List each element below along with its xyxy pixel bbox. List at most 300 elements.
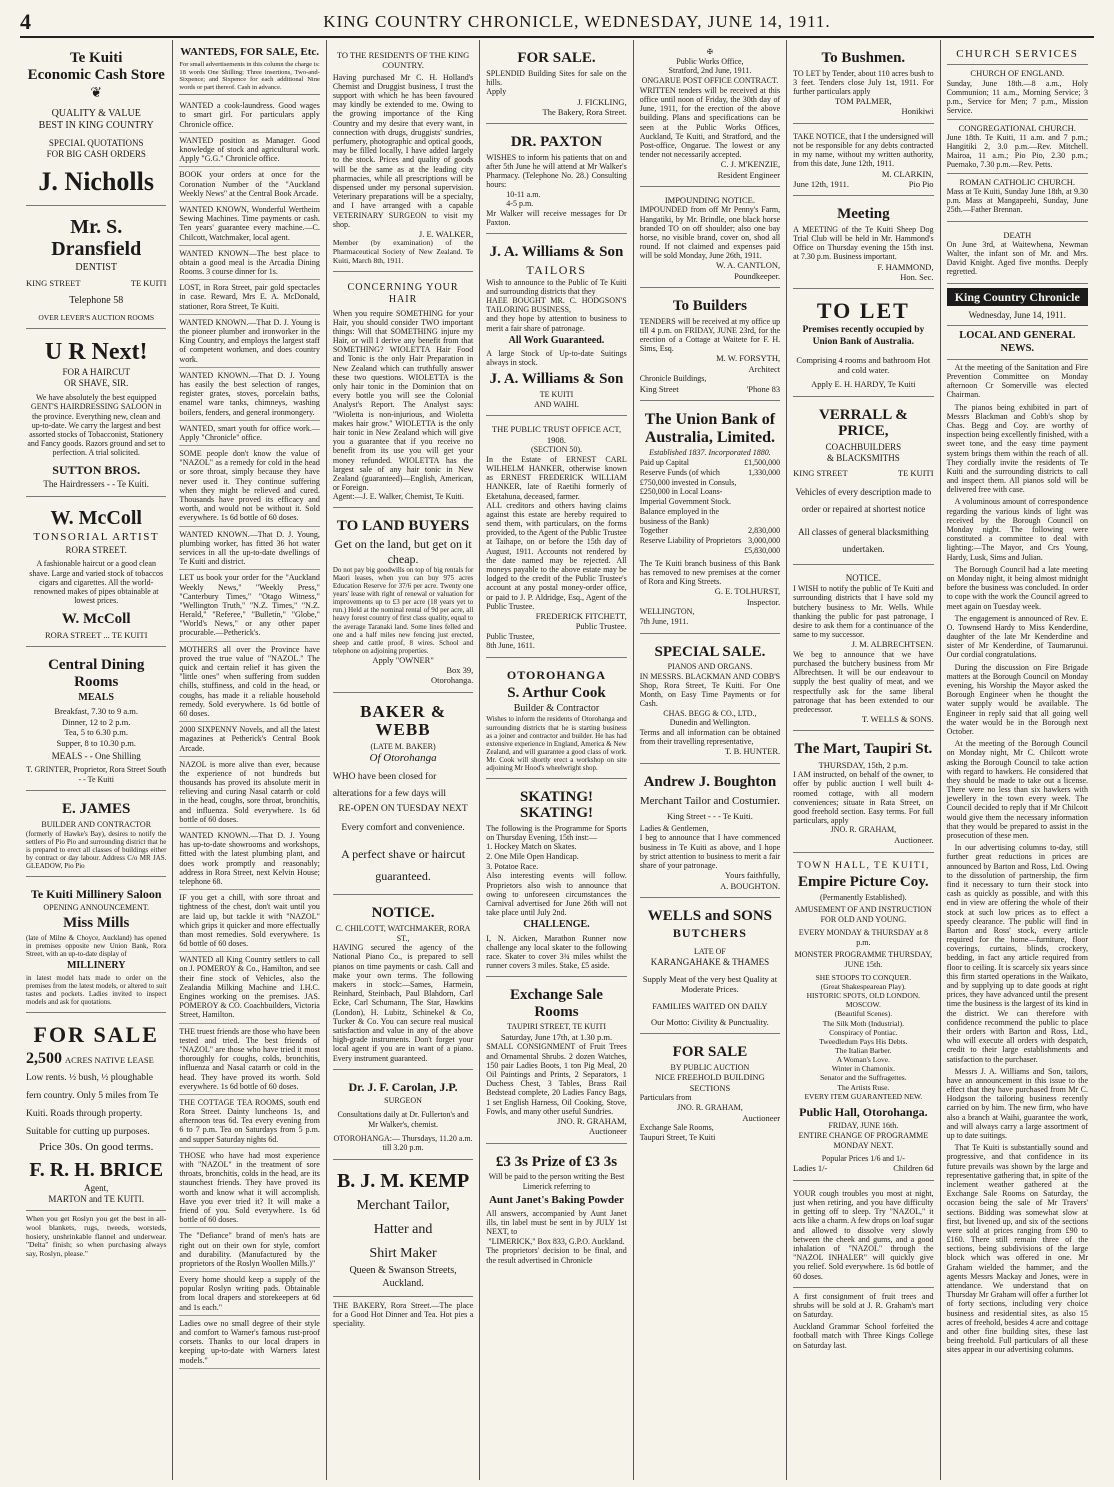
dining-meals: MEALS xyxy=(78,692,114,704)
public-hall-friday: FRIDAY, JUNE 16th. xyxy=(828,1121,899,1131)
news-paragraph: That Te Kuiti is substantially sound and progressive, and that confidence in its future prevails was shown by the large and representative gathering that, in spite of the inclement weather gathered at the Exchange Sale Rooms on Saturday, the occasion being the sale of Mr Travers' sections. Bidding was somewhat slow at first, but livened up, and six of the sections were sold at prices ranging from £90 to £160. There still remain three of the sections, being subdivisions of the large block which was offered in one. Mr Graham wielded the hammer, and the agents Messrs Mackay and Jones, were in attendance. We understand that on Thursday Mr Graham will offer a further lot of forty sections, including very choice business and residential sites, as also 15 acres of freehold, besides 4 acre and cottage and other fine building sites, these last being freehold. Full particulars of all these sites appear in our advertising columns. xyxy=(946,1143,1088,1355)
wells-families: FAMILIES WAITED ON DAILY xyxy=(652,1000,768,1011)
baker-body: WHO have been closed for alterations for a few days will xyxy=(332,772,447,800)
cook-sub: Builder & Contractor xyxy=(513,703,600,715)
dining-title: Central Dining Rooms xyxy=(48,657,145,690)
wanted-item: WANTED position as Manager. Good knowledge of stock and agricultural work. Apply "G.G." Chronicle office. xyxy=(179,133,319,168)
column-6 xyxy=(787,40,940,1480)
wanteds-note: For small advertisements in this column the charge is: 18 words One Shilling; Three insertions, Two-and-Sixpence; and Sixpence for each additional Nine words or part thereof. Cash in advance. xyxy=(179,61,320,91)
sutton-name: SUTTON BROS. xyxy=(52,462,141,477)
finance-row xyxy=(640,546,780,556)
ad-empire-pictures xyxy=(793,857,933,1181)
special-head: SPECIAL SALE. xyxy=(654,643,766,660)
wanted-item: WANTED KNOWN—The best place to obtain a good meal is the Arcadia Dining Rooms. 3 course dinner for 1s. xyxy=(179,246,319,281)
pwo-sig: C. J. M'KENZIE, xyxy=(720,159,781,170)
wanted-item: THE truest friends are those who have been tested and tried. The best friends of "NAZOL" are those who have tried it most thoroughly for coughs, colds, bronchitis, influenza and Nasal catarrh or cold in the head. They have proved its worth. Sold everywhere. 1s 6d bottle of 60 doses. xyxy=(179,1024,319,1095)
kemp-line1: Merchant Tailor, xyxy=(356,1198,450,1214)
exchange-head: Exchange Sale Rooms xyxy=(510,987,603,1020)
carolan-name: Dr. J. F. Carolan, J.P. xyxy=(348,1079,458,1094)
wells-karangahake: KARANGAHAKE & THAMES xyxy=(650,956,770,967)
acres-number: 2,500 xyxy=(26,1050,62,1068)
mart-sig2: Auctioneer. xyxy=(894,835,934,846)
baker-of: Of Otorohanga xyxy=(369,751,437,764)
williams-guaranteed: All Work Guaranteed. xyxy=(508,334,605,346)
carolan-body: Consultations daily at Dr. Fullerton's and Mr Walker's, chemist. xyxy=(337,1110,469,1129)
land-box: Box 39, xyxy=(446,665,474,676)
wanted-item: WANTED, smart youth for office work.—Apply "Chronicle" office. xyxy=(179,421,319,446)
meeting-body: A MEETING of the Te Kuiti Sheep Dog Trial Club will be held in Mr. Hammond's Office on Thursday evening the 15th inst. at 7.30 p.m. Business important. xyxy=(793,224,934,262)
impounding-sig: W. A. CANTLON, xyxy=(715,260,781,271)
finance-row xyxy=(640,526,780,536)
catholic-head: ROMAN CATHOLIC CHURCH. xyxy=(959,176,1076,187)
meeting-sig: F. HAMMOND, xyxy=(877,261,934,272)
prize-body: Will be paid to the person writing the Best Limerick referring to xyxy=(488,1172,625,1191)
land-sub: Get on the land, but get on it cheap. xyxy=(334,536,472,566)
ad-meeting xyxy=(793,200,933,289)
finance-label: Reserve Liability of Proprietors xyxy=(639,536,742,546)
walker-sig: J. E. WALKER, xyxy=(418,228,474,239)
acres-text: ACRES NATIVE LEASE xyxy=(65,1055,154,1066)
williams2-head: J. A. Williams & Son xyxy=(489,371,624,388)
dentist-location: OVER LEVER'S AUCTION ROOMS xyxy=(38,312,155,322)
kemp-line2: Hatter and xyxy=(373,1221,433,1237)
special-co: CHAS. BEGG & CO., LTD., xyxy=(663,708,757,718)
notice2-sig2: T. WELLS & SONS. xyxy=(861,714,934,725)
ad-impounding xyxy=(640,191,780,288)
empire-amusement: AMUSEMENT OF AND INSTRUCTION FOR OLD AND YOUNG. xyxy=(794,905,932,925)
unext-sub: FOR A HAIRCUT OR SHAVE, SIR. xyxy=(62,367,130,389)
builders-phone: 'Phone 83 xyxy=(746,383,781,394)
williams2-sub: TE KUITI AND WAIHI. xyxy=(534,389,579,409)
wanted-item: LOST, in Rora Street, pair gold spectacles in case. Reward, Mrs E. A. McDonald, stationer, Rora Street, Te Kuiti. xyxy=(179,280,319,315)
ad-williams-tailors xyxy=(486,238,626,416)
paxton-head: DR. PAXTON xyxy=(510,134,603,151)
lease-body: Low rents. ½ bush, ½ ploughable fern country. Only 5 miles from Te Kuiti. Roads through property. Suitable for cutting up purposes. xyxy=(26,1072,159,1138)
wanted-item: NAZOL is more alive than ever, because the experience of not hundreds but thousands has proved its absolute merit in relieving and curing Nasal catarrh or cold in the head, coughs, sore throat, bronchitis, and influenza. Sold everywhere. 1s 6d bottle of 60 doses. xyxy=(179,757,319,828)
dining-price: MEALS - - One Shilling xyxy=(51,750,141,761)
ad-boughton xyxy=(640,768,780,898)
store-name: Te Kuiti Economic Cash Store xyxy=(27,50,165,83)
column-5 xyxy=(634,40,787,1480)
hair-body: When you require SOMETHING for your Hair, you should consider TWO important things: Will that SOMETHING injure my Hair, or will I derive any benefit from that SOMETHING? WIOLETTA Hair Food and Tonic is the only Hair Preparation in New Zealand which can truthfully answer these two questions. WIOLETTA is the only hair tonic in the Dominion that on every bottle you will see the Colonial Analyst's Report. The Analyst says: "Wioletta is non-injurious, and Wioletta makes hair grow." WIOLETTA is the only hair tonic in New Zealand which will give you a guarantee that if you receive no benefit from its use you will get your money refunded. WIOLETTA has the largest sale of any hair tonic in New Zealand (guaranteed)—English, American, or Foreign. xyxy=(332,308,474,493)
tolet-body2: Comprising 4 rooms and bathroom Hot and cold water. xyxy=(796,354,931,375)
wanted-item: Every home should keep a supply of the popular Roslyn writing pads. Obtainable from local drapers and storekeepers at 6d and 1s each." xyxy=(179,1272,319,1316)
bushmen-sig: TOM PALMER, xyxy=(835,96,892,107)
notice-head: NOTICE. xyxy=(371,905,435,922)
wanted-item: 2000 SIXPENNY Novels, and all the latest magazines at Petherick's Central Book Arcade. xyxy=(179,722,319,757)
england-head: CHURCH OF ENGLAND. xyxy=(970,68,1065,79)
exchange-body: SMALL CONSIGNMENT of Fruit Trees and Ornamental Shrubs. 2 dozen Watches, 150 pair Ladies Boots, 1 ton Pig Meal, 20 Oil Paintings and Prints, 2 Separators, 1 Duchess Chest, 3 Tables, Brass Rail Bedstead complete, 20 Ladies Fancy Bags, 1 set English Harness, Oil Cooking, Stove, Fowls, and many other useful Sundries. xyxy=(486,1042,627,1116)
baker-reopen: RE-OPEN ON TUESDAY NEXT xyxy=(338,803,468,814)
wanted-item: MOTHERS all over the Province have proved the true value of "NAZOL." The quick and certain relief it has given the "little ones" when suffering from sudden chills, stuffiness, and cold in the head, or coughs, has made it a reliable household remedy. Sold everywhere. 1s 6d bottle of 60 doses. xyxy=(179,642,319,723)
public-hall-ladies: Ladies 1/- xyxy=(793,1163,828,1174)
wanteds-list xyxy=(179,98,319,1369)
forsale-sig2: The Bakery, Rora Street. xyxy=(542,106,627,117)
boughton-sig: Yours faithfully, xyxy=(724,870,781,881)
local-news-head: LOCAL AND GENERAL NEWS. xyxy=(959,330,1076,355)
nicholls-name: J. Nicholls xyxy=(38,167,154,197)
news-paragraph: In our advertising columns to-day, still further great reductions in prices are announced by Barton and Ross, Ltd. Owing to the dissolution of partnership, the firm find it necessary to turn their stock into cash as quickly as possible, and with this end in view are offering the whole of their stock at such low prices as to effect a speedy clearance. The public will find in Barton and Ross' stock, every article required for the home—furniture, floor coverings, curtains, blinds, crockery, bedding, in fact any article required from floor to ceiling. It is scarcely six years since this firm started operations in the Waikato, and by supplying up to date goods at right prices, they have advanced until the present time the business is the largest of its kind in the district. We can therefore with confidence recommend the public to place their orders with Barton and Ross, Ltd., who will execute all orders with despatch, credit to their large establishments and satisfaction to the purchaser. xyxy=(946,843,1088,1064)
boughton-name: Andrew J. Boughton xyxy=(643,773,777,790)
mart-date: THURSDAY, 15th, 2 p.m. xyxy=(818,759,909,770)
prize-body2: All answers, accompanied by Aunt Janet ills, tin label must be sent in by JULY 1st NEXT, to xyxy=(486,1209,627,1237)
millinery-head: Te Kuiti Millinery Saloon xyxy=(30,886,162,901)
ad-carolan xyxy=(333,1074,473,1160)
brice-town: MARTON and TE KUITI. xyxy=(48,1193,145,1204)
tolet-apply: Apply E. H. HARDY, Te Kuiti xyxy=(811,379,916,390)
wanted-item: WANTED all King Country settlers to call on J. POMEROY & Co., Hamilton, and see their fine stock of Vehicles, also the Zealandia Milking Machine and I.H.C. Engines working on the premises. JAS. POMEROY & CO. Coachbuilders, Victoria Street, Hamilton. xyxy=(179,952,319,1023)
crest-icon: ✠ xyxy=(706,48,713,56)
land-town: Otorohanga. xyxy=(431,675,474,686)
ad-kemp xyxy=(333,1164,473,1297)
mccoll-name: W. McColl xyxy=(50,507,142,530)
ad-arthur-cook xyxy=(486,662,626,779)
wanted-item: WANTED KNOWN.—That D. J. Young has up-to-date showrooms and workshops, fitted with the latest plumbing plant, and does work promptly and reasonably; address in Rora Street, next Kelvin House; telephone 68. xyxy=(179,828,319,890)
ad-clarkin-notice xyxy=(793,128,933,196)
james-sub: BUILDER AND CONTRACTOR xyxy=(41,819,152,829)
bushmen-body: TO LET by Tender, about 110 acres bush to 3 feet. Tenders close July 1st, 1911. For further particulars apply xyxy=(793,68,934,96)
carolan-title: SURGEON xyxy=(384,1096,422,1106)
williams-tailors: TAILORS xyxy=(526,262,587,277)
williams-stock: A large Stock of Up-to-date Suitings always in stock. xyxy=(486,348,627,368)
pwo-body: WRITTEN tenders will be received at this office until noon of Friday, the 30th day of June, 1911, for the erection of the above building. Plans and specifications can be seen at the Public Works Offices, Auckland, Te Kuiti, and Stratford, and the Post-office, Ongarue. The lowest or any tender not necessarily accepted. xyxy=(639,85,781,160)
paxton-body: WISHES to inform his patients that on and after 5th June he will attend at Mr Walker's Pharmacy. (Telephone No. 28.) Consulting hours: xyxy=(486,152,627,190)
ad-e-james xyxy=(26,795,166,876)
baker-head: BAKER & WEBB xyxy=(360,701,446,740)
page-columns xyxy=(20,40,1094,1480)
trust-section: (SECTION 50). xyxy=(530,445,583,454)
death-head: DEATH xyxy=(1003,229,1032,240)
brice-name: F. R. H. BRICE xyxy=(29,1158,164,1181)
union-sig: G. E. TOLHURST, xyxy=(714,586,781,597)
england-body: Sunday, June 18th.—8 a.m., Holy Communion; 11 a.m., Morning Service; 3 p.m., Service for Men; 7 p.m., Mission Service. xyxy=(946,78,1088,116)
trust-sig: FREDERICK FITCHETT, xyxy=(535,610,627,621)
exchange-sig2: Auctioneer xyxy=(588,1126,627,1137)
freehold-auction: BY PUBLIC AUCTION xyxy=(670,1062,750,1072)
exchange-date: Saturday, June 17th, at 1.30 p.m. xyxy=(500,1032,613,1043)
store-special: SPECIAL QUOTATIONS FOR BIG CASH ORDERS xyxy=(46,138,146,160)
freehold-forsale: FOR SALE xyxy=(672,1044,748,1061)
empire-programme: SHE STOOPS TO CONQUER. (Great Shakespearean Play). HISTORIC SPOTS, OLD LONDON. MOSCOW. (Beautiful Scenes). The Silk Moth (Industrial). Conspiracy of Pontiac. Tweedledum Pays His Debts. The Italian Barber. A Woman's Love. Winter in Chamonix. Senator and the Suffragettes. The Artists Ruse. xyxy=(806,972,921,1092)
wanted-item: Ladies owe no small degree of their style and comfort to Warner's famous rust-proof corsets. Thanks to our local drapers in keeping up-to-date with Warners latest models." xyxy=(179,1316,319,1369)
mccoll2-sub: RORA STREET ... TE KUITI xyxy=(45,629,148,640)
public-hall: Public Hall, Otorohanga. xyxy=(799,1104,928,1119)
clarkin-sig: M. CLARKIN, xyxy=(881,168,934,179)
millinery-opening: OPENING ANNOUNCEMENT. xyxy=(43,903,150,913)
mills-body: (late of Milne & Choyce, Auckland) has opened in premises opposite new Union Bank, Rora Street, with an up-to-date display of xyxy=(26,933,167,958)
mart-head: The Mart, Taupiri St. xyxy=(794,741,933,758)
wanted-item: The "Defiance" brand of men's hats are right out on their own for style, comfort and durability. (Manufactured by the proprietors of the Roslyn Woollen Mills.)" xyxy=(179,1228,319,1272)
hair-head: CONCERNING YOUR HAIR xyxy=(347,282,459,306)
ad-public-trust xyxy=(486,420,626,658)
finance-label xyxy=(640,546,744,556)
builders-head: To Builders xyxy=(672,298,747,315)
land-head: TO LAND BUYERS xyxy=(336,518,470,535)
union-body: The Te Kuiti branch business of this Bank has removed to new premises at the corner of Rora and King Streets. xyxy=(639,558,781,587)
ad-sutton-bros xyxy=(26,333,166,497)
kemp-address: Queen & Swanson Streets, Auckland. xyxy=(349,1265,457,1289)
news-paragraph: The engagement is announced of Rev. E. O. Townsend Hardy to Miss Kenderdine, daughter of the late Mr Kenderdine and sister of Mr Kenderdine, of Taumarunui. Our cordial congratulations. xyxy=(946,613,1088,660)
finance-row xyxy=(640,536,780,546)
for-sale-heading: FOR SALE xyxy=(33,1022,159,1048)
bushmen-head: To Bushmen. xyxy=(821,50,906,66)
kemp-name: B. J. M. KEMP xyxy=(336,1170,470,1193)
wanted-item: WANTED KNOWN.—That D. J. Young has easily the best selection of ranges, register grates, stoves, porcelain baths, enamel ware tanks, chimneys, washing boilers, fenders, and general ironmongery. xyxy=(179,368,319,421)
finance-row xyxy=(640,468,780,527)
dentist-street: KING STREET xyxy=(26,278,81,289)
residents-body: Having purchased Mr C. H. Holland's Chemist and Druggist business, I trust the support with which he has been favoured may kindly be extended to me. Owing to the growing importance of the King Country and my desire that every want, in connection with drugs, druggists' sundries, perfumery, photographic and optical goods, may be filled locally, I have added largely to the stock. Prices and quality of goods will be the same as at the leading city pharmacies, while all prescriptions will be dispensed under my personal supervision. Veterinary preparations will be a specialty, and I have arranged with a capable VETERINARY SURGEON to visit my shop. xyxy=(332,72,474,229)
catholic-body: Mass at Te Kuiti, Sunday June 18th, at 9.30 p.m. Mass at Mangapeehi, Sunday, June 25th.—Father Brennan. xyxy=(946,186,1088,215)
store-quality: QUALITY & VALUE BEST IN KING COUNTRY xyxy=(38,108,154,132)
ad-for-sale-lease xyxy=(26,1017,166,1211)
roslyn-note: When you get Roslyn you get the best in all-wool blankets, rugs, tweeds, worsteds, hosiery, unshrinkable flannel and underwear. "Delta" finish; so when purchasing always say, Roslyn, please." xyxy=(26,1214,167,1258)
death-body: On June 3rd, at Waitewhena, Newman Walter, the infant son of Mr. and Mrs. David Knight. Aged five months. Deeply regretted. xyxy=(946,239,1088,277)
wanteds-heading: WANTEDS, FOR SALE, Etc. xyxy=(180,46,319,58)
skating-list: 1. Hockey Match on Skates. 2. One Mile Open Handicap. 3. Potatoe Race. xyxy=(486,842,579,871)
notice2-body: I WISH to notify the public of Te Kuiti and surrounding districts that I have sold my butchery business to Mr. Wells. While thanking the public for past patronage, I desire to ask them for a continuance of the same to my successor. xyxy=(793,584,934,640)
wanted-item: LET us book your order for the "Auckland Weekly News," "Weekly Press," "Canterbury Times," "Otago Witness," "Wellington Truth," "N.Z. Times," "N.Z. Herald," "Referee," "Bulletin," "Globe," "World's News," or any other paper procurable.—Petherick's. xyxy=(179,570,319,641)
bakery-note: THE BAKERY, Rora Street.—The place for a Good Hot Dinner and Tea. Hot pies a speciality. xyxy=(332,1300,474,1329)
special-co2: Dunedin and Wellington. xyxy=(669,718,751,728)
ad-paxton xyxy=(486,128,626,234)
mart-body: I AM instructed, on behalf of the owner, to offer by public auction I well built 4-roomed cottage, with all modern conveniences; situate in Rata Street, on good freehold section. Easy terms. For full particulars, apply xyxy=(793,770,934,826)
forsale-apply: Apply xyxy=(486,86,507,96)
impounding-head: IMPOUNDING NOTICE. xyxy=(664,195,756,205)
news-list xyxy=(947,363,1088,1355)
grammar-note: Auckland Grammar School forfeited the football match with Three Kings College on Saturday last. xyxy=(793,1322,934,1350)
ornament-icon: ❦ xyxy=(90,86,103,101)
chronicle-banner: King Country Chronicle xyxy=(947,288,1088,307)
verrall-street: KING STREET xyxy=(793,467,848,478)
congregational-head: CONGREGATIONAL CHURCH. xyxy=(958,122,1076,133)
builders-addr: Chronicle Buildings, xyxy=(639,374,707,384)
boughton-sig2: A. BOUGHTON. xyxy=(720,880,781,891)
dentist-telephone: Telephone 58 xyxy=(69,294,124,306)
oto-head: OTOROHANGA xyxy=(506,668,607,683)
miss-mills-name: Miss Mills xyxy=(63,915,130,932)
notice-body: HAVING secured the agency of the National Piano Co., is prepared to sell pianos on time payments or cash. Call and make your own terms. The following makers in stock:—Sames, Harmein, Reinhard, Steinbach, Paul Blahdorn, Carl Ecke, Carl Schumann, The Star, Hawkins (London), H. Lubitz, Schinekel & Co, Tucker & Co. You can secure real musical satisfaction and value in any of the above high-grade instruments. Don't forget your local agent if you are in want of a piano. Every instrument guaranteed. xyxy=(332,943,474,1063)
verrall-body2: All classes of general blacksmithing undertaken. xyxy=(798,527,929,555)
exchange-sig: JNO. R. GRAHAM, xyxy=(557,1115,627,1126)
pwo-sig2: Resident Engineer xyxy=(717,169,781,180)
finance-amount: 1,330,000 xyxy=(748,467,781,477)
column-4 xyxy=(480,40,633,1480)
freehold-auctioneer: Auctioneer xyxy=(742,1112,781,1123)
ad-dentist xyxy=(26,210,166,329)
empire-every-item: EVERY ITEM GUARANTEED NEW. xyxy=(804,1091,923,1101)
dentist-title: DENTIST xyxy=(75,261,118,273)
verrall-town: TE KUITI xyxy=(897,467,934,478)
ad-the-mart xyxy=(793,735,933,852)
news-paragraph: At the meeting of the Borough Council on Monday night, Mr C. Chilcott wrote asking the Borough Council to take action with regard to hawkers. He considered that they should be made to take out a license. There were no less than six hawkers with jewellery in the town every week. The Council decided to reply that if Mr Chilcott would give them the necessary information that they would be prepared to assist in the prosecution of these men. xyxy=(946,739,1088,841)
public-hall-entire: ENTIRE CHANGE OF PROGRAMME MONDAY NEXT. xyxy=(798,1131,929,1150)
ad-public-works xyxy=(640,44,780,187)
unext-body: We have absolutely the best equipped GENT'S HAIRDRESSING SALOON in the province. Everything new, clean and up-to-date. We carry the largest and best assorted stocks of Tobacconist, Stationery and Fancy goods. Razors ground and set to perfection. A trial solicited. xyxy=(27,393,166,458)
empire-name: Empire Picture Coy. xyxy=(798,874,929,891)
ad-butchery-notice xyxy=(793,569,933,731)
trust-date: Public Trustee, 8th June, 1611. xyxy=(486,631,535,651)
ad-verrall-price xyxy=(793,401,933,566)
hair-agent: Agent:—J. E. Walker, Chemist, Te Kuiti. xyxy=(332,492,464,502)
ad-wells-sons xyxy=(640,902,780,1034)
paxton-note: Mr Walker will receive messages for Dr Paxton. xyxy=(486,209,627,228)
impounding-body: IMPOUNDED from off Mr Penny's Farm, Hangatiki, by Mr. Brindle, one black horse branded TO on off shoulder; also one bay horse, no visible brand, cover on, shod all round. If not claimed and expenses paid will be sold Monday, June 26th, 1911. xyxy=(639,205,781,261)
union-place: WELLINGTON, 7th June, 1911. xyxy=(639,607,695,626)
column-3 xyxy=(327,40,480,1480)
freehold-sections: NICE FREEHOLD BUILDING SECTIONS xyxy=(655,1072,765,1093)
verrall-name: VERRALL & PRICE, xyxy=(818,406,908,440)
dining-proprietor: T. GRINTER, Proprietor, Rora Street South - - Te Kuiti xyxy=(26,764,167,784)
ad-walker-chemist xyxy=(333,44,473,272)
mccoll-tonsorial: TONSORIAL ARTIST xyxy=(33,531,160,544)
unext-heading: U R Next! xyxy=(44,338,148,365)
mart-sig: JNO. R. GRAHAM, xyxy=(830,825,897,835)
impounding-sig2: Poundkeeper. xyxy=(734,270,781,281)
ad-land-buyers xyxy=(333,512,473,692)
masthead-title: KING COUNTRY CHRONICLE, WEDNESDAY, JUNE 14, 1911. xyxy=(323,12,831,31)
pwo-head: Public Works Office, Stratford, 2nd June, 1911. ONGARUE POST OFFICE CONTRACT. xyxy=(641,56,779,86)
forsale-body: SPLENDID Building Sites for sale on the hills. xyxy=(486,68,627,87)
notice2-head: NOTICE. xyxy=(845,573,881,584)
williams-body2: and they hope by attention to business to merit a fair share of patronage. xyxy=(486,314,627,333)
wanted-item: THOSE who have had most experience with "NAZOL" in the treatment of sore throats, bronchitis, colds in the head, are its staunchest friends. They have proved its worth and know what it will accomplish. Have you ever tried it? It will make a friend of you. Sold everywhere. 1s 6d bottle of 60 doses. xyxy=(179,1148,319,1229)
notice2-sig: J. M. ALBRECHTSEN. xyxy=(851,639,934,650)
challenge-head: CHALLENGE. xyxy=(523,919,590,931)
freehold-particulars: Particulars from xyxy=(639,1093,692,1103)
news-paragraph: The Borough Council had a late meeting on Monday night, it being almost midnight before the business was concluded. In order to cope with the work the Council agreed to meet again on Tuesday week. xyxy=(946,564,1088,611)
forsale-head: FOR SALE. xyxy=(517,50,596,66)
notice-sub: C. CHILCOTT, WATCHMAKER, RORA ST., xyxy=(335,923,471,943)
builders-street: King Street xyxy=(639,383,679,394)
empire-every: EVERY MONDAY & THURSDAY at 8 p.m. xyxy=(798,927,928,947)
ad-special-sale xyxy=(640,638,780,764)
cook-name: S. Arthur Cook xyxy=(507,684,606,701)
dining-times: Breakfast, 7.30 to 9 a.m. Dinner, 12 to 2 p.m. Tea, 5 to 6.30 p.m. Supper, 8 to 10.30 p.m. xyxy=(54,706,138,748)
bushmen-sig2: Honikiwi xyxy=(901,106,934,117)
page-number: 4 xyxy=(20,9,31,34)
ad-to-builders xyxy=(640,292,780,401)
mccoll-body: A fashionable haircut or a good clean shave. Large and varied stock of tobaccos cigars and cigarettes. All the world-renowned makes of pipes obtainable at lowest prices. xyxy=(29,559,164,606)
mills-body2: in latest model hats made to order on the premises from the latest models, or altered to suit tastes and pockets. Ladies invited to inspect models and ask for quotations. xyxy=(26,974,167,1007)
james-body: (formerly of Hawke's Bay), desires to notify the settlers of Pio Pio and surrounding district that he is prepared to erect all classes of buildings either by contract or day labour. Address C/o MR JAS. GLEADOW, Pio Pio xyxy=(26,829,167,870)
lease-price: Price 30s. On good terms. xyxy=(39,1141,154,1154)
cook-body: Wishes to inform the residents of Otorohanga and surrounding districts that he is starting business as a joiner and contractor and builder. He has had extensive experience in England, America & New Zealand, and will guarantee a good class of work. Mr. Cook will shortly erect a workshop on site adjoining Mr Hood's wheelwright shop. xyxy=(486,715,627,772)
news-paragraph: At the meeting of the Sanitation and Fire Prevention Committee on Monday afternoon Cr Somerville was elected Chairman. xyxy=(946,362,1088,400)
skating-body2: Also interesting events will follow. Proprietors also wish to announce that owing to unforeseen circumstances the Carnival advertised for June 26th will not take place until July 2nd. xyxy=(486,871,627,918)
ad-union-bank xyxy=(640,405,780,633)
brice-agent: Agent, xyxy=(84,1182,109,1193)
union-est: Established 1837. Incorporated 1880. xyxy=(649,448,771,458)
prize-box: "LIMERICK," Box 833, G.P.O. Auckland. xyxy=(488,1236,625,1246)
forsale-sig: J. FICKLING, xyxy=(577,96,627,107)
prize-head: £3 3s Prize of £3 3s xyxy=(495,1153,618,1170)
finance-row xyxy=(640,458,780,468)
public-hall-children: Children 6d xyxy=(893,1163,934,1174)
prize-name: Aunt Janet's Baking Powder xyxy=(489,1193,624,1206)
ad-baker-webb xyxy=(333,697,473,895)
union-sig2: Inspector. xyxy=(746,596,781,607)
paxton-hours: 10-11 a.m. 4-5 p.m. xyxy=(506,189,541,209)
wanted-item: IF you get a chill, with sore throat and tightness of the chest, don't wait until you are laid up, but tackle it with "NAZOL" which grips it quicker and more effectually than most remedies. Sold everywhere. 1s 6d bottle of 60 doses. xyxy=(179,890,319,952)
public-hall-prices: Popular Prices 1/6 and 1/- xyxy=(821,1153,905,1163)
boughton-street: King Street - - - Te Kuiti. xyxy=(666,810,753,821)
shrubs-note: A first consignment of fruit trees and shrubs will be sold at J. R. Graham's mart on Saturday. xyxy=(793,1291,934,1320)
ad-limerick-prize xyxy=(486,1148,626,1271)
wells-late: LATE OF xyxy=(694,947,726,957)
ad-miss-mills xyxy=(26,881,166,1013)
builders-sig: M. W. FORSYTH, xyxy=(716,353,781,364)
builders-sig2: Architect xyxy=(748,363,781,374)
wanted-item: WANTED a cook-laundress. Good wages to smart girl. For particulars apply Chronicle office. xyxy=(179,98,319,133)
news-paragraph: During the discussion on Fire Brigade matters at the Borough Council on Monday evening, his Worship the Mayor asked the Borough Engineer when he thought the water supply would be available. The Engineer in reply said that all going well the water would be in the Borough next October. xyxy=(946,662,1088,736)
column-7 xyxy=(941,40,1094,1480)
clarkin-date: June 12th, 1911. xyxy=(793,178,850,189)
skating-body: The following is the Programme for Sports on Thursday Evening, 15th inst:— xyxy=(486,823,627,842)
residents-head: TO THE RESIDENTS OF THE KING COUNTRY. xyxy=(336,50,470,71)
finance-amount: 2,830,000 xyxy=(748,526,781,536)
finance-label: Paid up Capital xyxy=(639,458,690,468)
finance-amount: 3,000,000 xyxy=(748,536,781,546)
column-2 xyxy=(173,40,326,1480)
trust-head: THE PUBLIC TRUST OFFICE ACT, 1908. xyxy=(491,424,622,445)
clarkin-body: TAKE NOTICE, that I the undersigned will not be responsible for any debts contracted in my name, without my written authority, from this date, June 12th, 1911. xyxy=(793,131,934,169)
tolet-body: Premises recently occupied by Union Bank of Australia. xyxy=(802,325,925,347)
ad-to-bushmen xyxy=(793,44,933,124)
wanted-item: BOOK your orders at once for the Coronation Number of the "Auckland Weekly News" at the Central Book Arcade. xyxy=(179,167,319,202)
wanted-item: THE COTTAGE TEA ROOMS, south end Rora Street. Dainty luncheons 1s, and afternoon teas 6d. Tea every evening from 6 to 7 p.m. Tea on Saturdays from 5 p.m. and supper Saturday nights 6d. xyxy=(179,1095,319,1148)
ad-mccoll xyxy=(26,501,166,647)
baker-comfort: Every comfort and convenience. xyxy=(341,823,465,834)
ad-skating xyxy=(486,783,626,978)
carolan-oto: OTOROHANGA:— Thursdays, 11.20 a.m. till 3.20 p.m. xyxy=(333,1133,473,1153)
union-head: The Union Bank of Australia, Limited. xyxy=(644,411,776,446)
trust-body2: ALL creditors and others having claims against this estate are hereby required to send them, with particulars, on the forms provided, to the Agent of the Public Trustee at Taihape, on or before the 15th day of August, 1911. Accounts not rendered by the date named may be rejected. All moneys payable to the above estate may be lodged to the credit of the Public Trustee's account at any postal money-order office, or paid to J. P. Aldridge, Esq., Agent of the Public Trustee. xyxy=(486,500,627,611)
trust-body: In the Estate of ERNEST CARL WILHELM HANKER, otherwise known as ERNEST FREDERICK WILLIAM HANKER, late of Raetihi formerly of Eketahuna, deceased, farmer. xyxy=(486,454,627,501)
finance-label: Together xyxy=(639,526,669,536)
prize-final: The proprietors' decision to be final, and the result advertised in Chronicle xyxy=(486,1246,627,1265)
notice2-body2: We beg to announce that we have purchased the butchery business from Mr Albrechtsen. It will be our endeavour to supply the best quality of meat, and we respectfully ask for the same liberal patronage that has been extended to our predecessor. xyxy=(793,649,934,714)
builders-body: TENDERS will be received at my office up till 4 p.m. on FRIDAY, JUNE 23rd, for the erection of a Cottage at Waitete for F. H. Sims, Esq. xyxy=(639,316,781,354)
chronicle-date: Wednesday, June 14, 1911. xyxy=(947,310,1088,326)
skating-head: SKATING! SKATING! xyxy=(519,788,594,822)
exchange-sub: TAUPIRI STREET, TE KUITI xyxy=(506,1022,607,1032)
ad-central-dining xyxy=(26,651,166,791)
freehold-graham: JNO. R. GRAHAM, xyxy=(677,1102,743,1112)
wanted-item: WANTED KNOWN.—That D. J. Young, plumbing worker, has fitted 36 hot water services in all the up-to-date dwellings of Te Kuiti and district. xyxy=(179,527,319,571)
news-paragraph: The pianos being exhibited in part of Messrs Blackman and Cobb's shop by Chas. Begg and Coy. are worthy of inspection being excellently finished, with a sweet tone, and the easy time payment system brings them within the reach of all. They cordially invite the residents of Te Kuiti and the surrounding districts to call and inspect them. All pianos sold will be delivered free with case. xyxy=(946,402,1088,495)
land-apply: Apply "OWNER" xyxy=(372,654,434,665)
dentist-name: Mr. S. Dransfield xyxy=(51,215,142,260)
finance-amount: £1,500,000 xyxy=(744,458,781,468)
ad-chilcott xyxy=(333,899,473,1069)
column-1 xyxy=(20,40,173,1480)
townhall-head: TOWN HALL, TE KUITI, xyxy=(796,860,930,871)
boughton-sub: Merchant Tailor and Costumier. xyxy=(639,795,780,808)
ad-freehold-sections xyxy=(640,1038,780,1148)
verrall-sub: COACHBUILDERS & BLACKSMITHS xyxy=(825,441,902,463)
news-paragraph: Messrs J. A. Williams and Son, tailors, have an announcement in this issue to the effect that they have purchased from Mr C. Hodgson the tailoring business recently carried on by him. The new firm, who have also a branch at Waihi, guarantee the work, and will always carry a large assortment of up to date suitings. xyxy=(946,1066,1088,1141)
special-body2: Terms and all information can be obtained from their travelling representative, xyxy=(639,728,781,747)
baker-perfect: A perfect shave or haircut guaranteed. xyxy=(341,846,466,884)
nazol-body: YOUR cough troubles you most at night, just when retiring, and you have difficulty in getting off to sleep. Try "NAZOL," it acts like a charm. A few drops on loaf sugar and allowed to dissolve very slowly between the cheek and gums, and a good inhalation of "NAZOL" through the "NAZOL INHALER" will quickly give you relief. Sold everywhere. 1s 6d bottle of 60 doses. xyxy=(793,1188,934,1281)
wanted-item: WANTED KNOWN.—That D. J. Young is the pioneer plumber and ironworker in the King Country, and employs the largest staff of competent workmen, and does country work. xyxy=(179,315,319,368)
finance-label: Reserve Funds (of which £750,000 invested in Consuls, £250,000 in Local Loans-Imperial Government Stock. Balance employed in the business of the Bank) xyxy=(639,467,737,526)
williams-body: Wish to announce to the Public of Te Kuiti and surrounding districts that they xyxy=(486,277,627,296)
millinery-label: MILLINERY xyxy=(66,959,126,971)
tolet-head: TO LET xyxy=(816,298,910,324)
church-services xyxy=(947,44,1088,222)
special-sig: T. B. HUNTER. xyxy=(724,746,781,757)
